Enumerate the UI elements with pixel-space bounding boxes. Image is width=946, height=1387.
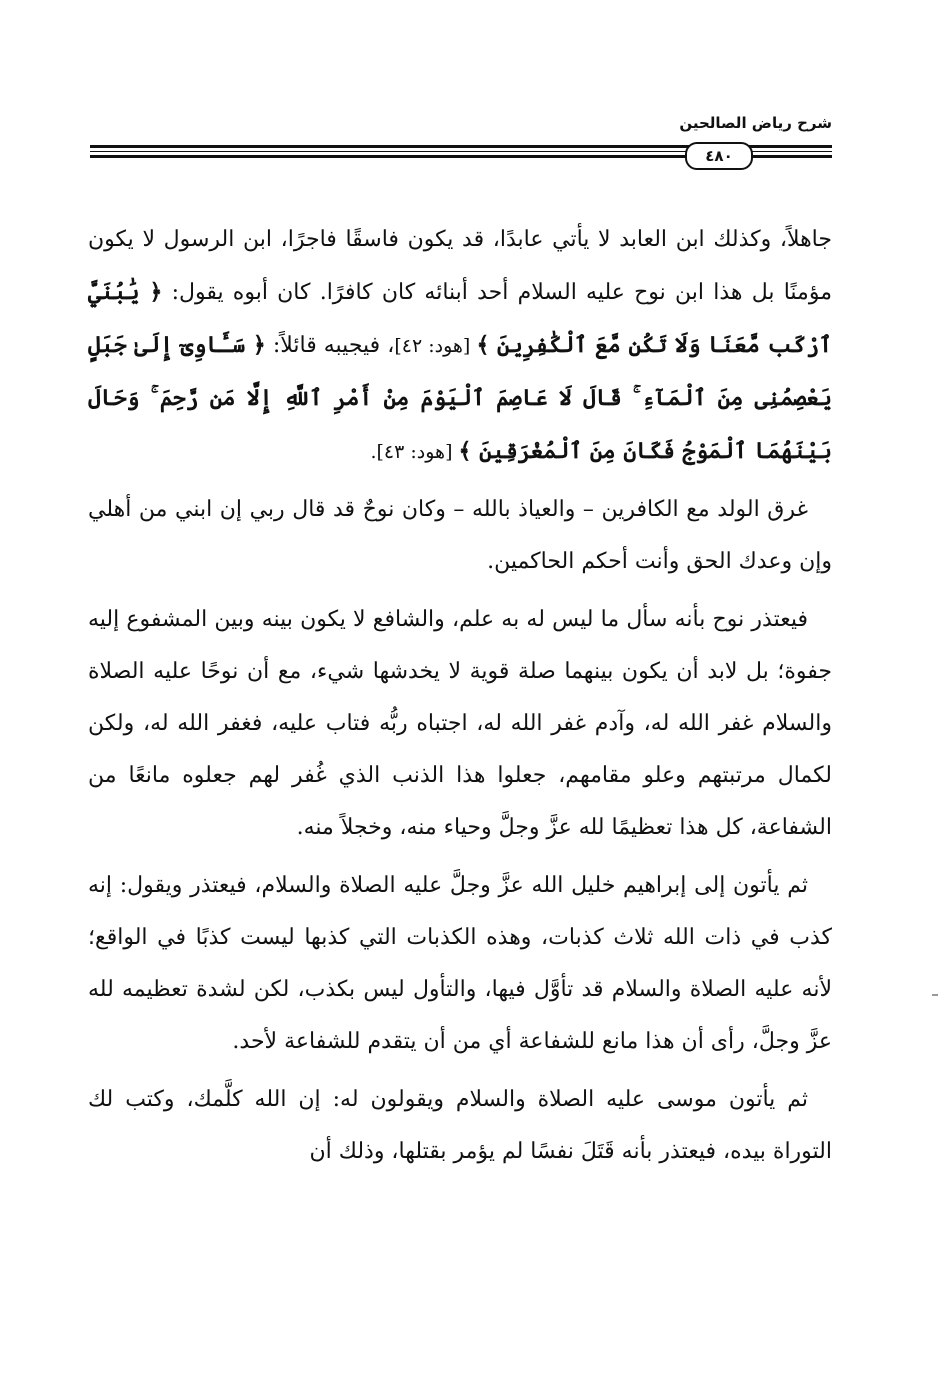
paragraph-musa: ثم يأتون موسى عليه الصلاة والسلام ويقولون له: إن الله كلَّمك، وكتب لك التوراة بيده، فيعتذر بأنه قَتَلَ نفسًا لم يؤمر بقتلها، وذلك أن	[88, 1087, 832, 1164]
page-body	[88, 214, 832, 1184]
page-header	[90, 112, 832, 165]
quran-verse: ﴿ سَـَٔاوِىٓ إِلَىٰ جَبَلٍ يَعْصِمُنِى مِنَ ٱلْمَآءِ ۚ قَالَ لَا عَاصِمَ ٱلْيَوْمَ مِنْ أَمْرِ ٱللَّهِ إِلَّا مَن رَّحِمَ ۚ وَحَالَ بَيْنَهُمَا ٱلْمَوْجُ فَكَانَ مِنَ ٱلْمُغْرَقِينَ ﴾	[88, 332, 832, 464]
verse-reference: [هود: ٤٣].	[370, 441, 459, 463]
paragraph-text: جاهلاً، وكذلك ابن العابد لا يأتي عابدًا، قد يكون فاسقًا فاجرًا، ابن الرسول لا يكون مؤمنًا بل هذا ابن نوح عليه السلام أحد أبنائه كان كافرًا. كان أبوه يقول:	[88, 227, 832, 305]
book-title: شرح رياض الصالحين	[679, 114, 832, 132]
paragraph-ibn-nuh	[88, 214, 832, 478]
paragraph-drowning: غرق الولد مع الكافرين – والعياذ بالله – وكان نوحٌ قد قال ربي إن ابني من أهلي وإن وعدك الحق وأنت أحكم الحاكمين.	[88, 497, 832, 574]
margin-mark	[932, 994, 938, 996]
paragraph-nuh-excuse: فيعتذر نوح بأنه سأل ما ليس له به علم، والشافع لا يكون بينه وبين المشفوع إليه جفوة؛ بل لابد أن يكون بينهما صلة قوية لا يخدشها شيء، مع أن نوحًا عليه الصلاة والسلام غفر الله له، وآدم غفر الله له، اجتباه ربُّه فتاب عليه، فغفر الله له، ولكن لكمال مرتبتهم وعلو مقامهم، جعلوا هذا الذنب الذي غُفر لهم جعلوه مانعًا من الشفاعة، كل هذا تعظيمًا لله عزَّ وجلَّ وحياء منه، وخجلاً منه.	[88, 607, 832, 840]
quran-verse: ﴿ يَٰبُنَيَّ ٱرْكَب مَّعَنَا وَلَا تَكُن مَّعَ ٱلْكَٰفِرِينَ ﴾	[88, 279, 833, 358]
paragraph-text: ، فيجيبه قائلاً:	[265, 333, 395, 358]
paragraph-ibrahim: ثم يأتون إلى إبراهيم خليل الله عزَّ وجلَّ عليه الصلاة والسلام، فيعتذر ويقول: إنه كذب في ذات الله ثلاث كذبات، وهذه الكذبات التي كذبها ليست كذبًا في الواقع؛ لأنه عليه الصلاة والسلام قد تأوَّل فيها، والتأول ليس بكذب، لكن لشدة تعظيمه لله عزَّ وجلَّ، رأى أن هذا مانع للشفاعة أي من أن يتقدم للشفاعة لأحد.	[88, 873, 832, 1054]
verse-reference: [هود: ٤٢]	[394, 335, 477, 357]
page-number: ٤٨٠	[685, 142, 753, 170]
